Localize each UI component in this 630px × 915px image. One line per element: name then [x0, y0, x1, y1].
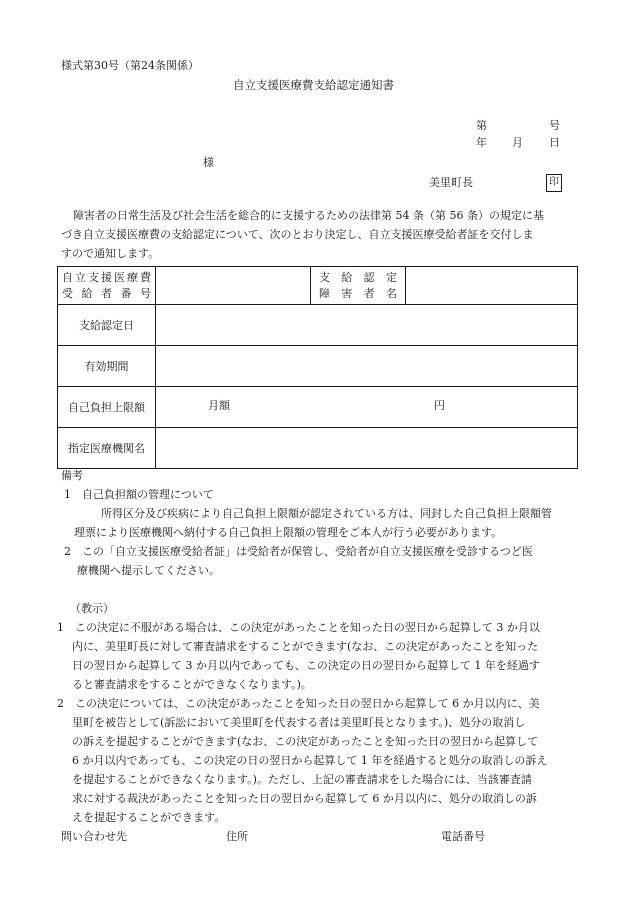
intro-line-1: 障害者の日常生活及び社会生活を総合的に支援するための法律第 54 条（第 56 条）の規定に基	[73, 209, 544, 222]
intro-line-2: づき自立支援医療費の支給認定について、次のとおり決定し、自立支援医療受給者証を交付しま	[61, 228, 534, 241]
instruction-item-1-line-4: ると審査請求をすることができなくなります。)。	[72, 678, 312, 691]
address-label: 住所	[226, 830, 248, 843]
medical-institution-value	[156, 428, 578, 469]
certified-person-label-line2: 障害者名	[319, 286, 397, 300]
instruction-item-2-line-6: 求に対する裁決があったことを知った日の翌日から起算して 6 か月以内に、処分の取消しの訴	[72, 792, 537, 805]
instruction-item-2-line-3: の訴えを提起することができます(なお、この決定があったことを知った日の翌日から起算して	[72, 735, 539, 748]
instruction-item-2-line-2: 里町を被告として(訴訟において美里町を代表する者は美里町長となります。)、処分の取消し	[72, 716, 526, 729]
table-row	[58, 305, 578, 346]
validity-period-label: 有効期間	[58, 346, 156, 387]
date-year: 年	[476, 136, 487, 149]
table-row	[58, 346, 578, 387]
copay-limit-value	[156, 387, 578, 428]
recipient-number-label-line2: 受給者番号	[62, 286, 151, 300]
validity-period-value	[156, 346, 578, 387]
recipient-number-label-line1: 自立支援医療費	[62, 270, 151, 284]
number-dai: 第	[476, 119, 487, 132]
instruction-item-1-line-3: 日の翌日から起算して 3 か月以内であっても、この決定の日の翌日から起算して 1 年を経過す	[72, 659, 540, 672]
phone-label: 電話番号	[441, 830, 485, 843]
date-month: 月	[512, 136, 523, 149]
instruction-heading: （教示）	[70, 602, 114, 615]
recipient-honorific: 様	[203, 156, 214, 169]
certified-person-label-line1: 支給認定	[319, 270, 397, 284]
intro-line-3: すので通知します。	[61, 247, 160, 260]
seal-stamp: 印	[546, 174, 562, 192]
issuer-name: 美里町長	[429, 176, 473, 189]
medical-institution-label: 指定医療機関名	[58, 428, 156, 469]
table-row	[58, 428, 578, 469]
instruction-item-2-line-1: 2 この決定については、この決定があったことを知った日の翌日から起算して 6 か月以内に、美	[57, 697, 540, 710]
form-number: 様式第30号（第24条関係）	[61, 59, 199, 72]
certified-person-value	[406, 267, 578, 305]
table-row	[58, 267, 578, 305]
remarks-item-2-line-1: 2 この「自立支援医療受給者証」は受給者が保管し、受給者が自立支援医療を受診するつど医	[64, 545, 533, 558]
remarks-item-1-line-1: 所得区分及び疾病により自己負担上限額が認定されている方は、同封した自己負担上限額管	[101, 507, 552, 520]
remarks-item-1-title: 1 自己負担額の管理について	[64, 488, 214, 501]
remarks-item-2-line-2: 療機関へ提示してください。	[77, 564, 220, 577]
number-go: 号	[549, 119, 560, 132]
date-day: 日	[549, 136, 560, 149]
document-title: 自立支援医療費支給認定通知書	[233, 78, 394, 92]
certification-date-label: 支給認定日	[58, 305, 156, 346]
instruction-item-2-line-7: えを提起することができます。	[72, 811, 226, 824]
copay-monthly-label: 月額	[208, 399, 230, 412]
table-row	[58, 387, 578, 428]
instruction-item-1-line-2: 内に、美里町長に対して審査請求をすることができます(なお、この決定があったことを知った	[72, 640, 539, 653]
remarks-heading: 備考	[61, 469, 83, 482]
instruction-item-2-line-4: 6 か月以内であっても、この決定の日の翌日から起算して 1 年を経過すると処分の取消しの訴え	[72, 754, 548, 767]
certification-table	[57, 266, 578, 469]
remarks-item-1-line-2: 理票により医療機関へ納付する自己負担上限額の管理をご本人が行う必要があります。	[74, 526, 503, 539]
contact-label: 問い合わせ先	[61, 830, 127, 843]
recipient-number-value	[156, 267, 311, 305]
instruction-item-1-line-1: 1 この決定に不服がある場合は、この決定があったことを知った日の翌日から起算して 3 か月以	[57, 621, 540, 634]
certified-person-label	[311, 267, 406, 305]
recipient-number-label	[58, 267, 156, 305]
copay-yen-unit: 円	[434, 399, 445, 412]
certification-date-value	[156, 305, 578, 346]
copay-limit-label: 自己負担上限額	[58, 387, 156, 428]
instruction-item-2-line-5: を提起することができなくなります。)。ただし、上記の審査請求をした場合には、当該審査請	[72, 773, 532, 786]
